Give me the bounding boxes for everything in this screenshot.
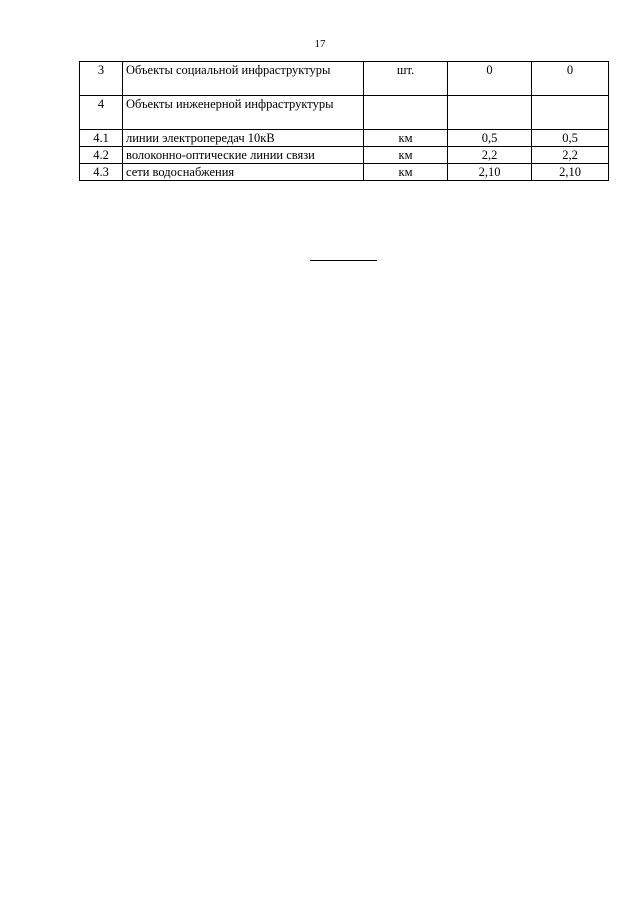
table-row bbox=[80, 164, 609, 181]
row-value-1: 2,2 bbox=[448, 147, 532, 164]
row-value-1: 0 bbox=[448, 62, 532, 96]
row-unit: км bbox=[364, 130, 448, 147]
row-value-2 bbox=[532, 96, 609, 130]
table-row bbox=[80, 147, 609, 164]
table-row bbox=[80, 130, 609, 147]
row-number: 4.1 bbox=[80, 130, 123, 147]
row-value-1: 2,10 bbox=[448, 164, 532, 181]
table-row bbox=[80, 96, 609, 130]
row-number: 4 bbox=[80, 96, 123, 130]
data-table bbox=[79, 61, 609, 181]
row-value-1: 0,5 bbox=[448, 130, 532, 147]
row-unit: шт. bbox=[364, 62, 448, 96]
row-value-2: 0 bbox=[532, 62, 609, 96]
row-name: Объекты социальной инфраструктуры bbox=[123, 62, 364, 96]
table-row bbox=[80, 62, 609, 96]
row-name: волоконно-оптические линии связи bbox=[123, 147, 364, 164]
row-unit: км bbox=[364, 147, 448, 164]
row-number: 3 bbox=[80, 62, 123, 96]
row-value-2: 2,2 bbox=[532, 147, 609, 164]
row-name: сети водоснабжения bbox=[123, 164, 364, 181]
row-unit: км bbox=[364, 164, 448, 181]
page-number: 17 bbox=[314, 38, 326, 50]
row-value-1 bbox=[448, 96, 532, 130]
row-number: 4.3 bbox=[80, 164, 123, 181]
end-of-document-line bbox=[310, 260, 377, 261]
row-unit bbox=[364, 96, 448, 130]
row-value-2: 2,10 bbox=[532, 164, 609, 181]
row-number: 4.2 bbox=[80, 147, 123, 164]
row-value-2: 0,5 bbox=[532, 130, 609, 147]
row-name: Объекты инженерной инфраструктуры bbox=[123, 96, 364, 130]
row-name: линии электропередач 10кВ bbox=[123, 130, 364, 147]
